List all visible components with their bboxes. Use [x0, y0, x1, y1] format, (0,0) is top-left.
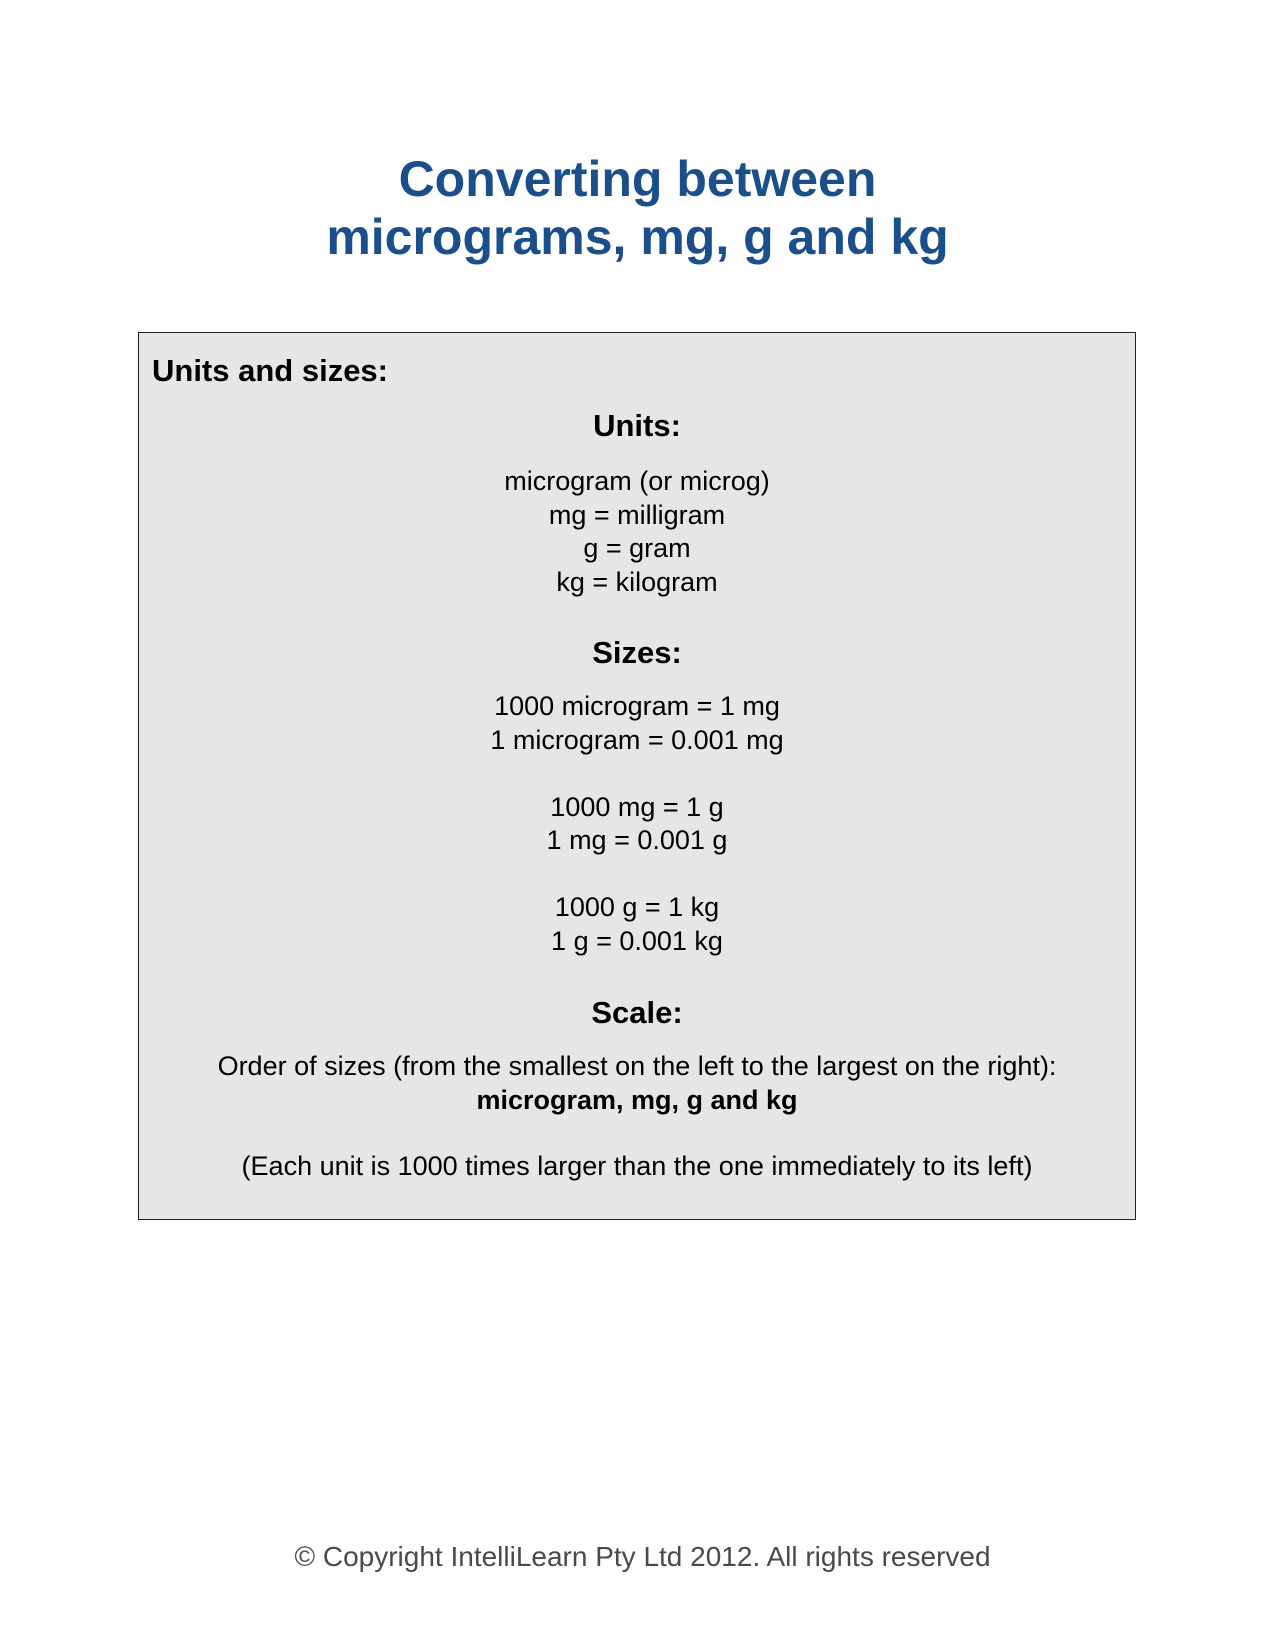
units-section-title: Units:	[593, 408, 681, 443]
scale-note	[139, 1150, 1135, 1184]
scale-section-title: Scale:	[591, 995, 683, 1030]
page-title-line-2: micrograms, mg, g and kg	[326, 209, 949, 265]
spacer	[139, 858, 1135, 892]
scale-text	[139, 1050, 1135, 1117]
size-line: 1000 g = 1 kg	[554, 892, 720, 922]
size-line: 1000 mg = 1 g	[550, 791, 724, 822]
sizes-list	[139, 690, 1135, 958]
units-and-sizes-panel	[138, 332, 1136, 1220]
size-line: 1000 microgram = 1 mg	[494, 691, 780, 721]
unit-line: mg = milligram	[548, 499, 726, 530]
unit-line: microgram (or microg)	[504, 466, 770, 496]
unit-line: kg = kilogram	[556, 566, 718, 597]
sizes-section-title: Sizes:	[592, 635, 682, 670]
page-title-line-1: Converting between	[398, 151, 877, 207]
copyright-footer: © Copyright IntelliLearn Pty Ltd 2012. All rights reserved	[294, 1541, 991, 1572]
size-line: 1 mg = 0.001 g	[546, 825, 728, 855]
size-line: 1 g = 0.001 kg	[551, 925, 723, 956]
scale-order-text: Order of sizes (from the smallest on the left to the largest on the right):	[217, 1051, 1057, 1081]
scale-order-units: microgram, mg, g and kg	[476, 1084, 798, 1115]
unit-line: g = gram	[583, 533, 691, 563]
page-title	[0, 150, 1275, 266]
spacer	[139, 757, 1135, 791]
size-line: 1 microgram = 0.001 mg	[490, 724, 784, 755]
units-list	[139, 465, 1135, 599]
panel-heading: Units and sizes:	[152, 353, 388, 388]
scale-note-text: (Each unit is 1000 times larger than the one immediately to its left)	[241, 1151, 1033, 1181]
